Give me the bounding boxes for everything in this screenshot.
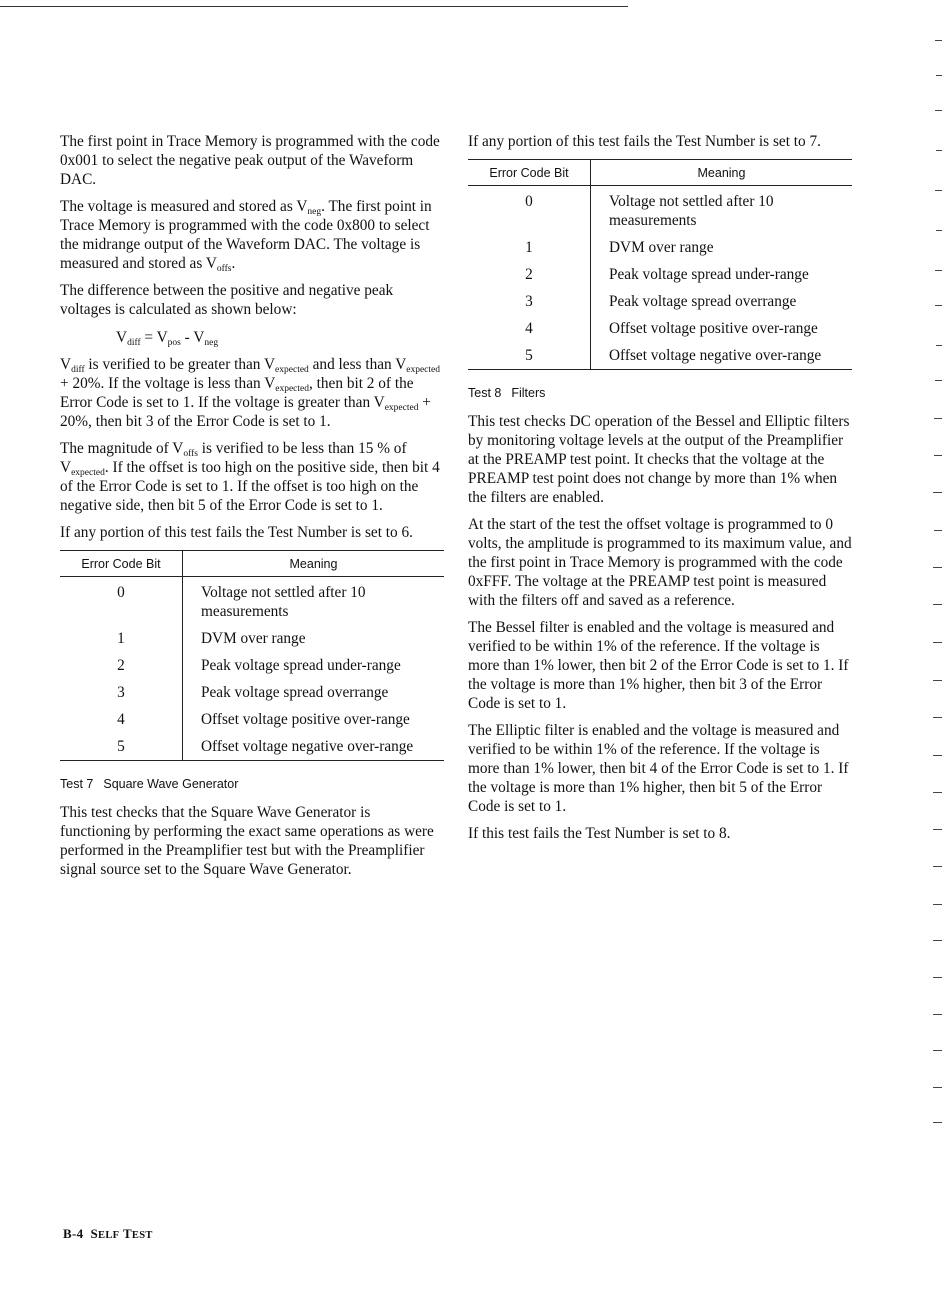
margin-mark — [935, 190, 942, 191]
meaning-cell: Peak voltage spread under-range — [201, 657, 401, 674]
meaning-cell: Voltage not settled after 10 measurements — [609, 193, 774, 229]
margin-mark — [933, 492, 942, 493]
error-code-table-test7 — [468, 159, 852, 370]
meaning-cell: DVM over range — [201, 630, 306, 647]
margin-mark — [933, 680, 942, 681]
heading-test7: Test 7 Square Wave Generator — [60, 777, 239, 791]
bit-cell: 2 — [60, 650, 183, 677]
margin-mark — [933, 567, 942, 568]
table-row — [468, 186, 852, 233]
margin-mark — [933, 829, 942, 830]
margin-mark — [934, 530, 942, 531]
table-row — [468, 340, 852, 370]
bit-cell: 5 — [468, 340, 591, 370]
paragraph-midrange: The voltage is measured and stored as $V_{neg}$. The first point in Trace Memory is programmed with the code 0x800 to select the midrange output of the Waveform DAC. The voltage is measured and stored as $V_{offs}$. — [60, 198, 432, 274]
table-row — [60, 677, 444, 704]
margin-mark — [935, 270, 942, 271]
bit-cell: 0 — [468, 186, 591, 233]
meaning-cell: Peak voltage spread under-range — [609, 266, 809, 283]
meaning-cell: Offset voltage negative over-range — [183, 731, 445, 761]
meaning-cell: Peak voltage spread overrange — [609, 293, 797, 310]
table-row — [468, 313, 852, 340]
paragraph-test8-setup: At the start of the test the offset voltage is programmed to 0 volts, the amplitude is programmed to its maximum value, and the first point in Trace Memory is programmed with the code 0xFFF. The voltage at the PREAMP test point is measured with the filters off and saved as a reference. — [468, 516, 852, 609]
paragraph-test7-body: This test checks that the Square Wave Generator is functioning by performing the exact same operations as were performed in the Preamplifier test but with the Preamplifier signal source set to the Square Wave Generator. — [60, 804, 434, 878]
margin-mark — [933, 1122, 942, 1123]
bit-cell: 4 — [60, 704, 183, 731]
margin-mark — [933, 866, 942, 867]
margin-mark — [933, 1014, 942, 1015]
table-row — [60, 577, 444, 624]
meaning-cell: Voltage not settled after 10 measurements — [201, 584, 366, 620]
margin-mark — [933, 940, 942, 941]
bit-cell: 1 — [60, 623, 183, 650]
margin-mark — [936, 150, 942, 151]
bit-cell: 5 — [60, 731, 183, 761]
paragraph-negative-peak: The first point in Trace Memory is programmed with the code 0x001 to select the negative peak output of the Waveform DAC. — [60, 133, 440, 188]
paragraph-test8-elliptic: The Elliptic filter is enabled and the voltage is measured and verified to be within 1% of the reference. If the voltage is more than 1% lower, then bit 4 of the Error Code is set to 1. If the voltage is more than 1% higher, then bit 5 of the Error Code is set to 1. — [468, 722, 849, 815]
heading-test8: Test 8 Filters — [468, 386, 546, 400]
table-row — [468, 286, 852, 313]
paragraph-test7-fail: If any portion of this test fails the Test Number is set to 7. — [468, 133, 821, 150]
table-row — [468, 232, 852, 259]
table-row — [60, 731, 444, 761]
bit-cell: 3 — [468, 286, 591, 313]
bit-cell: 2 — [468, 259, 591, 286]
margin-thumb-marks — [928, 0, 942, 1309]
table-row — [468, 259, 852, 286]
margin-mark — [935, 110, 942, 111]
margin-mark — [934, 418, 942, 419]
margin-mark — [933, 642, 942, 643]
bit-cell: 1 — [468, 232, 591, 259]
header-error-code-bit: Error Code Bit — [468, 160, 591, 186]
margin-mark — [936, 345, 942, 346]
margin-mark — [935, 40, 942, 41]
margin-mark — [933, 977, 942, 978]
left-column — [60, 132, 444, 887]
header-meaning: Meaning — [591, 160, 853, 186]
vdiff-formula: $V_{diff} = V_{pos} - V_{neg}$ — [116, 329, 219, 348]
meaning-cell: Peak voltage spread overrange — [201, 684, 389, 701]
header-error-code-bit: Error Code Bit — [60, 551, 183, 577]
margin-mark — [933, 755, 942, 756]
table-row — [60, 623, 444, 650]
margin-mark — [934, 455, 942, 456]
paragraph-test8-bessel: The Bessel filter is enabled and the voltage is measured and verified to be within 1% of the reference. If the voltage is more than 1% lower, then bit 2 of the Error Code is set to 1. If the voltage is more than 1% higher, then bit 3 of the Error Code is set to 1. — [468, 619, 849, 712]
bit-cell: 4 — [468, 313, 591, 340]
header-meaning: Meaning — [183, 551, 445, 577]
paragraph-difference: The difference between the positive and negative peak voltages is calculated as shown below: — [60, 282, 394, 318]
meaning-cell: Offset voltage positive over-range — [201, 711, 410, 728]
paragraph-test8-fail: If this test fails the Test Number is set to 8. — [468, 825, 731, 842]
paragraph-vdiff-verify: $V_{diff}$ is verified to be greater than $V_{expected}$ and less than $V_{expected} + 20\%$. If the voltage is less than $V_{expected}$, then bit 2 of the Error Code is set to 1. If the voltage is greater than $V_{expected} + 20\%$, then bit 3 of the Error Code is set to 1. — [60, 356, 441, 430]
table-row — [60, 650, 444, 677]
paragraph-offset-magnitude: The magnitude of $V_{offs}$ is verified to be less than 15 % of $V_{expected}$. If the offset is too high on the positive side, then bit 4 of the Error Code is set to 1. If the offset is too high on the negative side, then bit 5 of the Error Code is set to 1. — [60, 440, 440, 514]
margin-mark — [935, 305, 942, 306]
margin-mark — [933, 717, 942, 718]
top-rule — [0, 6, 628, 7]
margin-mark — [936, 230, 942, 231]
margin-mark — [935, 380, 942, 381]
bit-cell: 3 — [60, 677, 183, 704]
margin-mark — [933, 904, 942, 905]
page-footer: B-4 SELF TEST — [63, 1226, 153, 1241]
meaning-cell: DVM over range — [609, 239, 714, 256]
margin-mark — [936, 75, 942, 76]
bit-cell: 0 — [60, 577, 183, 624]
paragraph-test8-intro: This test checks DC operation of the Bessel and Elliptic filters by monitoring voltage levels at the output of the Preamplifier at the PREAMP test point. It checks that the voltage at the PREAMP test point does not change by more than 1% when the filters are enabled. — [468, 413, 850, 506]
margin-mark — [933, 1050, 942, 1051]
margin-mark — [933, 1087, 942, 1088]
table-row — [60, 704, 444, 731]
meaning-cell: Offset voltage positive over-range — [609, 320, 818, 337]
error-code-table-test6 — [60, 550, 444, 761]
margin-mark — [933, 792, 942, 793]
paragraph-test6-fail: If any portion of this test fails the Test Number is set to 6. — [60, 524, 413, 541]
right-column — [468, 132, 852, 851]
margin-mark — [933, 604, 942, 605]
meaning-cell: Offset voltage negative over-range — [591, 340, 853, 370]
